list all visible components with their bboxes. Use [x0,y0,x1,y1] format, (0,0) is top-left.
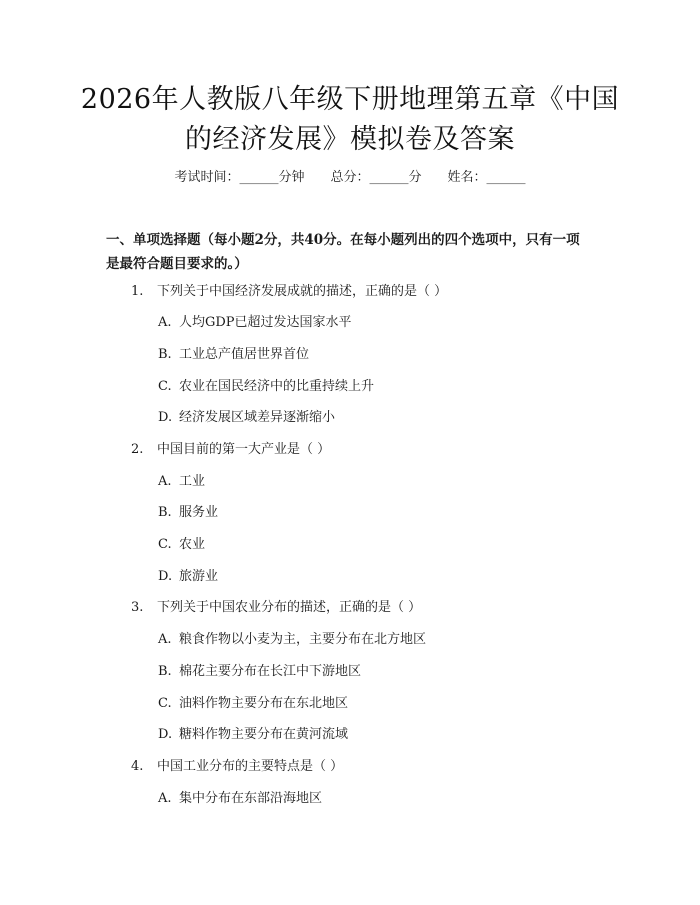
question-3 [131,598,421,618]
option-letter: C. [158,537,172,552]
question-text: 中国目前的第一大产业是（ ） [157,442,331,457]
option-text: 粮食作物以小麦为主，主要分布在北方地区 [179,632,427,647]
option-letter: B. [158,505,172,520]
option-text: 经济发展区域差异逐渐缩小 [179,410,336,425]
page-title-line-1: 2026年人教版八年级下册地理第五章《中国 [80,84,620,115]
option-text: 农业 [179,537,206,552]
question-3-option-c [158,694,348,714]
option-text: 工业 [179,474,206,489]
question-3-option-b [158,662,361,682]
option-text: 工业总产值居世界首位 [179,347,310,362]
question-number: 2. [131,442,144,457]
option-letter: A. [158,474,172,489]
question-number: 4. [131,759,144,774]
question-2 [131,440,330,460]
option-letter: D. [158,410,173,425]
option-text: 服务业 [179,505,219,520]
section-heading-line-1: 一、单项选择题（每小题2分，共40分。在每小题列出的四个选项中，只有一项 [106,232,580,248]
option-text: 集中分布在东部沿海地区 [179,791,323,806]
question-4 [131,757,343,777]
question-1 [131,282,447,302]
option-letter: B. [158,664,172,679]
option-letter: A. [158,632,172,647]
page-title-line-2: 的经济发展》模拟卷及答案 [185,124,515,155]
option-text: 农业在国民经济中的比重持续上升 [179,379,375,394]
question-2-option-a [158,472,205,492]
option-letter: C. [158,696,172,711]
question-1-option-b [158,345,309,365]
question-2-option-b [158,503,218,523]
option-letter: D. [158,569,173,584]
question-text: 下列关于中国农业分布的描述，正确的是（ ） [157,600,422,615]
option-letter: D. [158,727,173,742]
question-number: 3. [131,600,144,615]
question-text: 下列关于中国经济发展成就的描述，正确的是（ ） [157,284,448,299]
exam-info-line [0,168,700,188]
question-1-option-c [158,377,374,397]
question-3-option-d [158,725,348,745]
option-letter: C. [158,379,172,394]
total-score-field: 总分：______分 [330,170,422,185]
question-1-option-a [158,313,352,333]
option-letter: A. [158,315,172,330]
option-text: 糖料作物主要分布在黄河流域 [179,727,349,742]
section-heading-line-2: 是最符合题目要求的。） [106,256,248,272]
question-2-option-d [158,567,218,587]
option-text: 油料作物主要分布在东北地区 [179,696,349,711]
option-letter: B. [158,347,172,362]
option-text: 旅游业 [179,569,219,584]
option-text: 人均GDP已超过发达国家水平 [179,315,352,330]
option-letter: A. [158,791,172,806]
question-3-option-a [158,630,426,650]
student-name-field: 姓名：______ [447,170,526,185]
question-text: 中国工业分布的主要特点是（ ） [157,759,344,774]
question-number: 1. [131,284,144,299]
option-text: 棉花主要分布在长江中下游地区 [179,664,362,679]
exam-time-field: 考试时间：______分钟 [174,170,305,185]
question-2-option-c [158,535,205,555]
question-4-option-a [158,789,322,809]
question-1-option-d [158,408,335,428]
